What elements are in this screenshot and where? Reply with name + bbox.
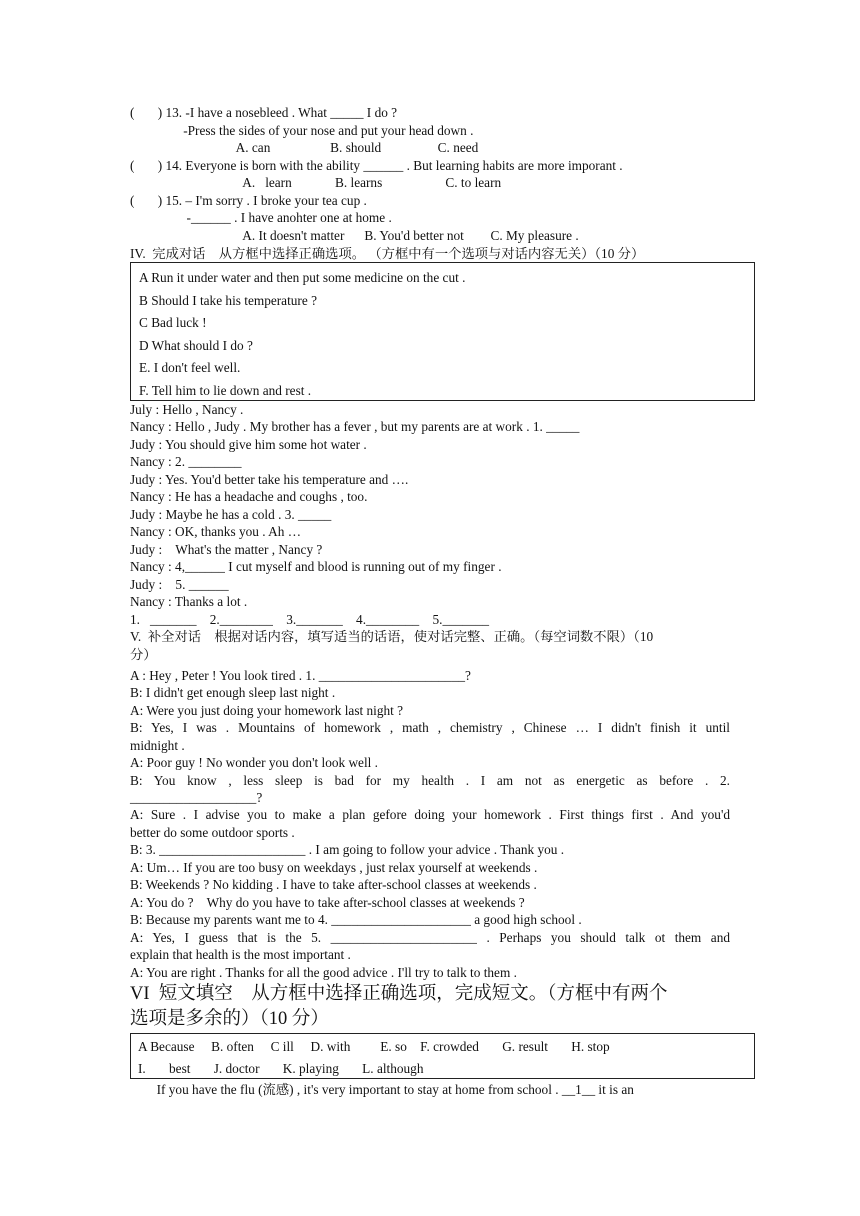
- section-4-options-box: [130, 262, 755, 401]
- dialogue-line: ___________________?: [130, 790, 263, 805]
- dialogue-line: Nancy : 2. ________: [130, 454, 242, 469]
- dialogue-line: Nancy : OK, thanks you . Ah …: [130, 524, 301, 539]
- option-item: F. Tell him to lie down and rest .: [139, 383, 312, 398]
- dialogue-line: A: Yes, I guess that is the 5. ______________________ . Perhaps you should talk ot them and: [130, 930, 730, 945]
- dialogue-line: Nancy : Thanks a lot .: [130, 594, 248, 609]
- dialogue-line: B: 3. ______________________ . I am going to follow your advice . Thank you .: [130, 842, 565, 857]
- dialogue-line: B: Because my parents want me to 4. _____________________ a good high school .: [130, 912, 582, 927]
- options-row: A Because B. often C ill D. with E. so F. crowded G. result H. stop: [138, 1039, 610, 1054]
- q14-line: ( ) 14. Everyone is born with the ability ______ . But learning habits are more imporant .: [130, 158, 623, 173]
- section-6-heading: VI 短文填空 从方框中选择正确选项，完成短文。（方框中有两个: [130, 984, 668, 1004]
- option-item: B Should I take his temperature ?: [139, 293, 317, 308]
- dialogue-line: B: Weekends ? No kidding . I have to take after-school classes at weekends .: [130, 877, 537, 892]
- section-6-heading-cont: 选项是多余的）（10 分）: [130, 1009, 329, 1029]
- section-6-options-box: [130, 1033, 755, 1079]
- dialogue-line: A: Sure . I advise you to make a plan gefore doing your homework . First things first . And you'd: [130, 807, 730, 822]
- q15-line: -______ . I have anohter one at home .: [130, 210, 392, 225]
- q13-options: A. can B. should C. need: [130, 140, 479, 155]
- section-5-heading: V. 补全对话 根据对话内容，填写适当的话语，使对话完整、正确。（每空词数不限）（10: [130, 629, 654, 644]
- dialogue-line: A: You are right . Thanks for all the good advice . I'll try to talk to them .: [130, 965, 517, 980]
- options-row: I. best J. doctor K. playing L. although: [138, 1061, 424, 1076]
- q14-options: A. learn B. learns C. to learn: [130, 175, 502, 190]
- dialogue-line: midnight .: [130, 738, 185, 753]
- dialogue-line: better do some outdoor sports .: [130, 825, 295, 840]
- option-item: A Run it under water and then put some medicine on the cut .: [139, 270, 466, 285]
- dialogue-line: A: You do ? Why do you have to take after-school classes at weekends ?: [130, 895, 525, 910]
- dialogue-line: Judy : 5. ______: [130, 577, 229, 592]
- dialogue-line: B: Yes, I was . Mountains of homework , math , chemistry , Chinese … I didn't finish it until: [130, 720, 730, 735]
- option-item: C Bad luck !: [139, 315, 207, 330]
- passage-line: If you have the flu (流感) , it's very important to stay at home from school . __1__ it is an: [130, 1082, 634, 1097]
- dialogue-line: Nancy : 4,______ I cut myself and blood is running out of my finger .: [130, 559, 502, 574]
- dialogue-line: Judy : Maybe he has a cold . 3. _____: [130, 507, 332, 522]
- section-4-heading: IV. 完成对话 从方框中选择正确选项。 （方框中有一个选项与对话内容无关）（10 分）: [130, 246, 645, 261]
- dialogue-line: Judy : Yes. You'd better take his temperature and ….: [130, 472, 409, 487]
- answer-blanks: 1. _______ 2.________ 3._______ 4.________ 5._______: [130, 612, 490, 627]
- dialogue-line: A: Poor guy ! No wonder you don't look well .: [130, 755, 378, 770]
- dialogue-line: explain that health is the most important .: [130, 947, 351, 962]
- option-item: E. I don't feel well.: [139, 360, 241, 375]
- dialogue-line: A: Were you just doing your homework last night ?: [130, 703, 404, 718]
- q15-options: A. It doesn't matter B. You'd better not C. My pleasure .: [130, 228, 579, 243]
- q13-line: ( ) 13. -I have a nosebleed . What _____ I do ?: [130, 105, 398, 120]
- dialogue-line: Nancy : He has a headache and coughs , too.: [130, 489, 368, 504]
- dialogue-line: B: You know , less sleep is bad for my health . I am not as energetic as before . 2.: [130, 773, 730, 788]
- q15-line: ( ) 15. – I'm sorry . I broke your tea cup .: [130, 193, 367, 208]
- section-5-heading-cont: 分）: [130, 647, 157, 662]
- q13-line: -Press the sides of your nose and put your head down .: [130, 123, 474, 138]
- dialogue-line: A: Um… If you are too busy on weekdays , just relax yourself at weekends .: [130, 860, 538, 875]
- dialogue-line: B: I didn't get enough sleep last night .: [130, 685, 336, 700]
- dialogue-line: A : Hey , Peter ! You look tired . 1. ______________________?: [130, 668, 471, 683]
- dialogue-line: Judy : What's the matter , Nancy ?: [130, 542, 323, 557]
- option-item: D What should I do ?: [139, 338, 253, 353]
- dialogue-line: Nancy : Hello , Judy . My brother has a fever , but my parents are at work . 1. _____: [130, 419, 580, 434]
- dialogue-line: Judy : You should give him some hot water .: [130, 437, 367, 452]
- dialogue-line: July : Hello , Nancy .: [130, 402, 244, 417]
